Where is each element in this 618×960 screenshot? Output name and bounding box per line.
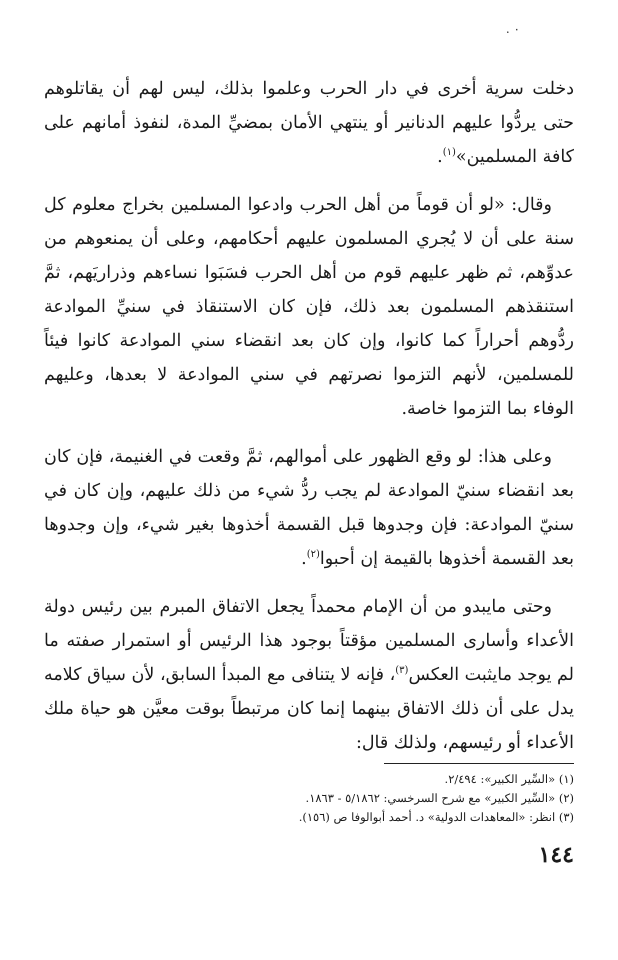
footnote-1: (١) «السِّير الكبير»: ٢/٤٩٤.: [444, 772, 574, 786]
footnotes: [44, 770, 574, 827]
paragraph-3-text: وعلى هذا: لو وقع الظهور على أموالهم، ثمَّ وقعت في الغنيمة، فإن كان بعد انقضاء سنيّ الموادعة لم يجب ردُّ شيء من ذلك عليهم، وإن كان في سنيّ الموادعة: فإن وجدوها قبل القسمة أخذوها بغير شيء، وإن وجدوها بعد القسمة أخذوها بالقيمة إن أحبوا: [44, 447, 574, 569]
footnote-divider: [384, 763, 574, 764]
footnote-ref-3[interactable]: (٣): [395, 665, 409, 677]
footnote-ref-2[interactable]: (٢): [306, 549, 320, 561]
footnote-ref-1[interactable]: (١): [442, 147, 456, 159]
paragraph-4-tail: ، فإنه لا يتنافى مع المبدأ السابق، لأن سياق كلامه يدل على أن ذلك الاتفاق بينهما إنما كان مرتبطاً بوقت معيَّن هو حياة ملك الأعداء أو رئيسهم، ولذلك قال:: [44, 665, 574, 753]
paragraph-1: [44, 72, 574, 174]
corner-mark: ٠ .: [505, 22, 520, 36]
paragraph-3-tail: .: [301, 549, 307, 569]
paragraph-3: [44, 440, 574, 576]
paragraph-4: [44, 590, 574, 760]
paragraph-1-tail: .: [437, 147, 443, 167]
paragraph-2-text: وقال: «لو أن قوماً من أهل الحرب وادعوا المسلمين بخراج معلوم كل سنة على أن لا يُجري المسلمون عليهم أحكامهم، وعلى أن يمنعوهم من عدوِّهم، ثم ظهر عليهم قوم من أهل الحرب فسَبَوا نساءهم وذراريَهم، ثمَّ استنقذهم المسلمون بعد ذلك، فإن كان الاستنقاذ في سنيِّ الموادعة ردُّوهم أحراراً كما كانوا، وإن كان بعد انقضاء سني الموادعة كانوا فيئاً للمسلمين، لأنهم التزموا نصرتهم في سني الموادعة لا بعدها، وعليهم الوفاء بما التزموا خاصة: [44, 195, 574, 419]
body-text: [44, 72, 574, 774]
paragraph-4-text: وحتى مايبدو من أن الإمام محمداً يجعل الاتفاق المبرم بين رئيس دولة الأعداء وأسارى المسلمين مؤقتاً بوجود هذا الرئيس أو استمرار صفته ما لم يوجد مايثبت العكس: [44, 597, 575, 685]
footnote-3: (٣) انظر: «المعاهدات الدولية» د. أحمد أبوالوفا ص (١٥٦).: [298, 810, 574, 824]
paragraph-1-text: دخلت سرية أخرى في دار الحرب وعلموا بذلك، ليس لهم أن يقاتلوهم حتى يردُّوا عليهم الدنانير أو ينتهي الأمان بمضيِّ المدة، لنفوذ أمانهم على كافة المسلمين»: [44, 79, 574, 167]
footnote-2: (٢) «السِّير الكبير» مع شرح السرخسي: ٥/١٨٦٢ - ١٨٦٣.: [305, 791, 574, 805]
paragraph-2: [44, 188, 574, 426]
page-number: ١٤٤: [538, 842, 574, 868]
paragraph-2-tail: .: [401, 399, 408, 419]
